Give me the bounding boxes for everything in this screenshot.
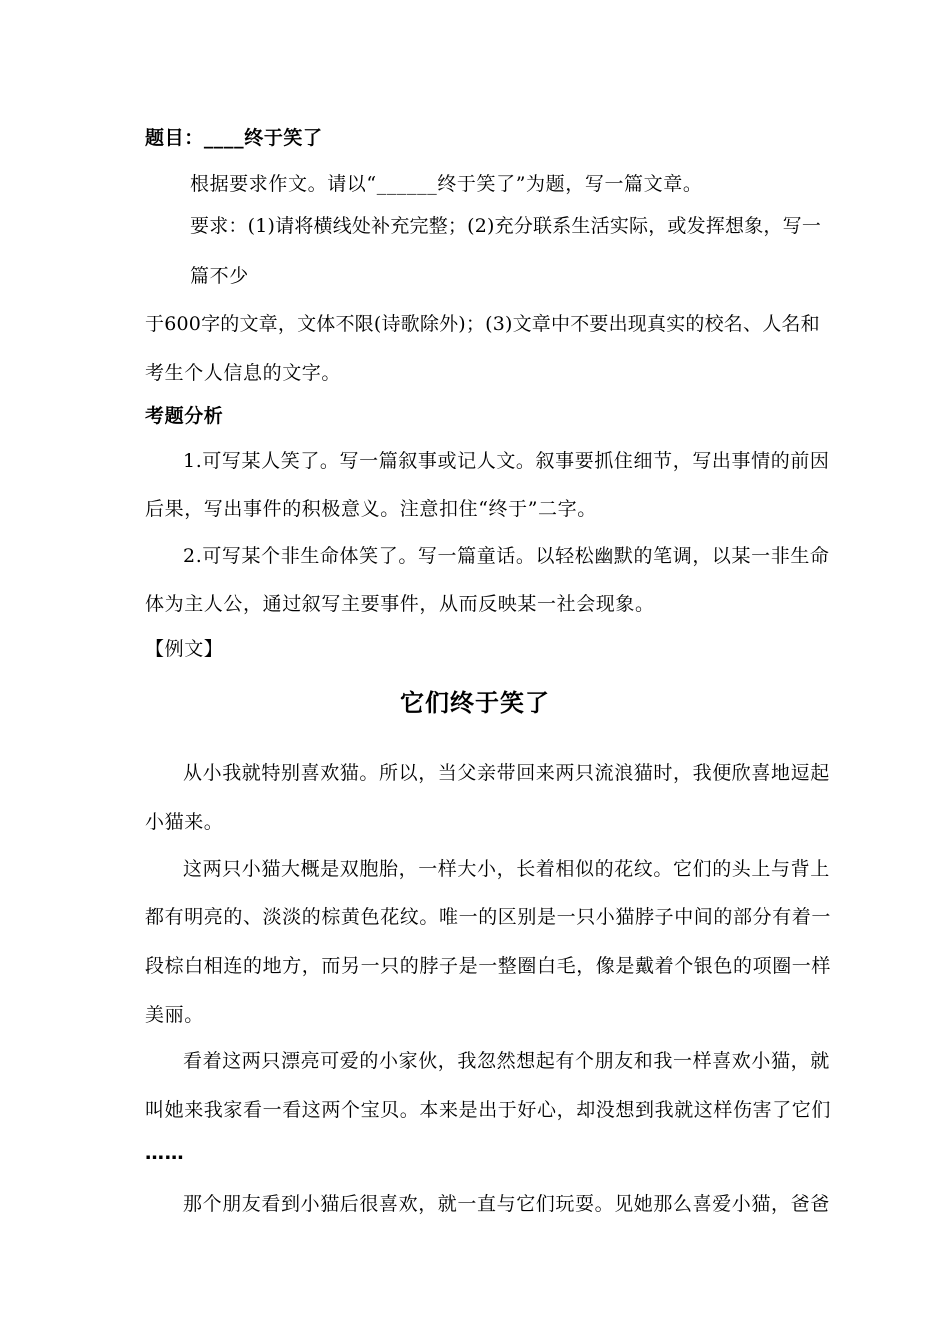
prompt-line-3: 篇不少 — [190, 265, 249, 287]
topic-blank: ____ — [203, 127, 245, 149]
prompt-line-5: 考生个人信息的文字。 — [145, 362, 342, 384]
topic-label: 题目： — [145, 127, 204, 149]
analysis-paragraph-2-line-2: 体为主人公，通过叙写主要事件，从而反映某一社会现象。 — [145, 593, 655, 615]
example-title: 它们终于笑了 — [400, 689, 550, 717]
example-paragraph-2-line-1: 这两只小猫大概是双胞胎，一样大小，长着相似的花纹。它们的头上与背上 — [183, 858, 830, 880]
example-paragraph-4-line-1: 那个朋友看到小猫后很喜欢，就一直与它们玩耍。见她那么喜爱小猫，爸爸 — [183, 1193, 830, 1215]
prompt-line-4: 于600字的文章，文体不限(诗歌除外)；(3)文章中不要出现真实的校名、人名和 — [145, 313, 820, 335]
topic-line — [145, 126, 323, 150]
analysis-heading: 考题分析 — [145, 405, 224, 427]
prompt-line-1 — [190, 172, 702, 196]
example-paragraph-1-line-1: 从小我就特别喜欢猫。所以，当父亲带回来两只流浪猫时，我便欣喜地逗起 — [183, 762, 830, 784]
prompt-line-1-a: 根据要求作文。请以“ — [190, 173, 377, 195]
analysis-paragraph-2-line-1: 2.可写某个非生命体笑了。写一篇童话。以轻松幽默的笔调，以某一非生命 — [183, 545, 830, 567]
example-paragraph-2-line-3: 段棕白相连的地方，而另一只的脖子是一整圈白毛，像是戴着个银色的项圈一样 — [145, 955, 832, 977]
example-paragraph-2-line-4: 美丽。 — [145, 1004, 204, 1026]
example-paragraph-3-line-2: 叫她来我家看一看这两个宝贝。本来是出于好心，却没想到我就这样伤害了它们 — [145, 1099, 832, 1121]
analysis-paragraph-1-line-2: 后果，写出事件的积极意义。注意扣住“终于”二字。 — [145, 498, 597, 520]
analysis-paragraph-1-line-1: 1.可写某人笑了。写一篇叙事或记人文。叙事要抓住细节，写出事情的前因 — [183, 450, 830, 472]
example-paragraph-3-line-1: 看着这两只漂亮可爱的小家伙，我忽然想起有个朋友和我一样喜欢小猫，就 — [183, 1050, 830, 1072]
prompt-line-1-b: 终于笑了”为题，写一篇文章。 — [437, 173, 703, 195]
example-paragraph-1-line-2: 小猫来。 — [145, 811, 224, 833]
example-label: 【例文】 — [145, 638, 224, 660]
topic-suffix: 终于笑了 — [244, 127, 323, 149]
prompt-line-2: 要求：(1)请将横线处补充完整；(2)充分联系生活实际，或发挥想象，写一 — [190, 215, 822, 237]
example-paragraph-2-line-2: 都有明亮的、淡淡的棕黄色花纹。唯一的区别是一只小猫脖子中间的部分有着一 — [145, 906, 832, 928]
prompt-blank: ______ — [376, 173, 438, 195]
example-paragraph-3-line-3: …… — [145, 1142, 185, 1164]
